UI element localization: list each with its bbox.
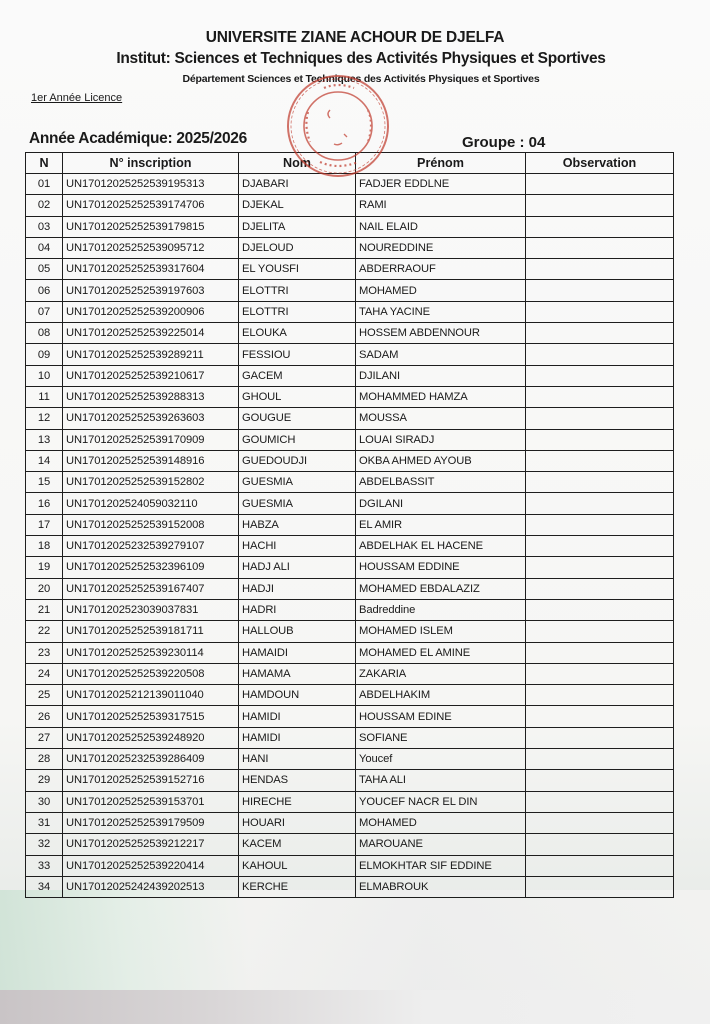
cell-prenom: ABDELBASSIT	[356, 472, 526, 493]
cell-inscription: UN17012025252539170909	[63, 429, 239, 450]
cell-number: 24	[26, 663, 63, 684]
cell-nom: HADJI	[239, 578, 356, 599]
cell-number: 10	[26, 365, 63, 386]
table-row	[26, 472, 674, 493]
cell-observation	[526, 685, 674, 706]
cell-observation	[526, 876, 674, 897]
cell-observation	[526, 386, 674, 407]
cell-observation	[526, 280, 674, 301]
cell-number: 26	[26, 706, 63, 727]
cell-number: 17	[26, 514, 63, 535]
cell-prenom: TAHA ALI	[356, 770, 526, 791]
university-title: UNIVERSITE ZIANE ACHOUR DE DJELFA	[205, 29, 505, 46]
institute-title: Institut: Sciences et Techniques des Activités Physiques et Sportives	[116, 50, 606, 67]
cell-inscription: UN17012025242439202513	[63, 876, 239, 897]
cell-prenom: SADAM	[356, 344, 526, 365]
cell-inscription: UN17012025252539317515	[63, 706, 239, 727]
table-row	[26, 450, 674, 471]
cell-observation	[526, 642, 674, 663]
cell-nom: ELOTTRI	[239, 301, 356, 322]
cell-observation	[526, 557, 674, 578]
cell-nom: HAMDOUN	[239, 685, 356, 706]
cell-inscription: UN17012025252539288313	[63, 386, 239, 407]
cell-observation	[526, 791, 674, 812]
cell-prenom: DGILANI	[356, 493, 526, 514]
cell-prenom: MOHAMED	[356, 812, 526, 833]
cell-prenom: MOUSSA	[356, 408, 526, 429]
cell-prenom: SOFIANE	[356, 727, 526, 748]
cell-nom: HANI	[239, 749, 356, 770]
cell-nom: ELOUKA	[239, 323, 356, 344]
table-row	[26, 791, 674, 812]
cell-observation	[526, 578, 674, 599]
cell-number: 08	[26, 323, 63, 344]
cell-prenom: DJILANI	[356, 365, 526, 386]
cell-inscription: UN17012025252539263603	[63, 408, 239, 429]
cell-prenom: NOUREDDINE	[356, 237, 526, 258]
cell-prenom: FADJER EDDLNE	[356, 174, 526, 195]
cell-nom: KAHOUL	[239, 855, 356, 876]
cell-observation	[526, 599, 674, 620]
col-header-inscription: N° inscription	[63, 153, 239, 174]
table-row	[26, 599, 674, 620]
cell-prenom: ABDELHAKIM	[356, 685, 526, 706]
background-edge	[0, 990, 710, 1024]
table-row	[26, 301, 674, 322]
cell-inscription: UN1701202524059032110	[63, 493, 239, 514]
cell-number: 09	[26, 344, 63, 365]
cell-nom: KERCHE	[239, 876, 356, 897]
table-row	[26, 557, 674, 578]
col-header-nom: Nom	[239, 153, 356, 174]
cell-inscription: UN17012025252539210617	[63, 365, 239, 386]
cell-inscription: UN17012025252539225014	[63, 323, 239, 344]
cell-inscription: UN17012025252539220508	[63, 663, 239, 684]
cell-prenom: NAIL ELAID	[356, 216, 526, 237]
cell-number: 13	[26, 429, 63, 450]
cell-inscription: UN17012025252539200906	[63, 301, 239, 322]
cell-inscription: UN17012025252539167407	[63, 578, 239, 599]
cell-inscription: UN17012025252539148916	[63, 450, 239, 471]
cell-inscription: UN17012025252539152802	[63, 472, 239, 493]
cell-number: 12	[26, 408, 63, 429]
cell-nom: KACEM	[239, 834, 356, 855]
table-row	[26, 621, 674, 642]
cell-nom: GOUGUE	[239, 408, 356, 429]
cell-number: 01	[26, 174, 63, 195]
table-row	[26, 706, 674, 727]
col-header-prenom: Prénom	[356, 153, 526, 174]
cell-number: 33	[26, 855, 63, 876]
cell-nom: GOUMICH	[239, 429, 356, 450]
cell-nom: HADJ ALI	[239, 557, 356, 578]
cell-number: 34	[26, 876, 63, 897]
cell-nom: DJELITA	[239, 216, 356, 237]
table-row	[26, 685, 674, 706]
cell-prenom: HOUSSAM EDINE	[356, 706, 526, 727]
cell-observation	[526, 450, 674, 471]
table-row	[26, 514, 674, 535]
cell-nom: GUEDOUDJI	[239, 450, 356, 471]
cell-observation	[526, 365, 674, 386]
group-label: Groupe : 04	[462, 134, 546, 151]
table-row	[26, 749, 674, 770]
cell-prenom: LOUAI SIRADJ	[356, 429, 526, 450]
cell-observation	[526, 855, 674, 876]
cell-observation	[526, 429, 674, 450]
cell-prenom: MOHAMMED HAMZA	[356, 386, 526, 407]
cell-number: 14	[26, 450, 63, 471]
cell-nom: HOUARI	[239, 812, 356, 833]
cell-inscription: UN17012025252539153701	[63, 791, 239, 812]
cell-prenom: EL AMIR	[356, 514, 526, 535]
table-row	[26, 429, 674, 450]
cell-inscription: UN17012025252539179509	[63, 812, 239, 833]
table-row	[26, 408, 674, 429]
cell-inscription: UN17012025252539212217	[63, 834, 239, 855]
cell-inscription: UN17012025252539317604	[63, 259, 239, 280]
table-row	[26, 280, 674, 301]
cell-nom: GHOUL	[239, 386, 356, 407]
cell-nom: HAMIDI	[239, 727, 356, 748]
cell-prenom: RAMI	[356, 195, 526, 216]
cell-nom: HADRI	[239, 599, 356, 620]
cell-number: 22	[26, 621, 63, 642]
cell-observation	[526, 834, 674, 855]
cell-number: 31	[26, 812, 63, 833]
cell-observation	[526, 770, 674, 791]
table-row	[26, 834, 674, 855]
cell-inscription: UN17012025252539181711	[63, 621, 239, 642]
cell-observation	[526, 344, 674, 365]
cell-nom: DJEKAL	[239, 195, 356, 216]
table-row	[26, 663, 674, 684]
cell-prenom: MOHAMED EBDALAZIZ	[356, 578, 526, 599]
cell-observation	[526, 663, 674, 684]
cell-inscription: UN17012025252539095712	[63, 237, 239, 258]
cell-prenom: MAROUANE	[356, 834, 526, 855]
cell-inscription: UN17012025252539152716	[63, 770, 239, 791]
table-row	[26, 365, 674, 386]
cell-nom: GACEM	[239, 365, 356, 386]
cell-nom: HALLOUB	[239, 621, 356, 642]
cell-nom: HIRECHE	[239, 791, 356, 812]
table-row	[26, 386, 674, 407]
cell-observation	[526, 749, 674, 770]
cell-observation	[526, 727, 674, 748]
cell-nom: DJABARI	[239, 174, 356, 195]
cell-observation	[526, 493, 674, 514]
cell-number: 15	[26, 472, 63, 493]
cell-inscription: UN17012025252539179815	[63, 216, 239, 237]
cell-number: 23	[26, 642, 63, 663]
cell-observation	[526, 301, 674, 322]
department-title: Département Sciences et Techniques des Activités Physiques et Sportives	[182, 73, 540, 85]
cell-number: 25	[26, 685, 63, 706]
cell-prenom: ZAKARIA	[356, 663, 526, 684]
table-row	[26, 259, 674, 280]
table-row	[26, 642, 674, 663]
cell-observation	[526, 514, 674, 535]
cell-observation	[526, 536, 674, 557]
cell-observation	[526, 195, 674, 216]
cell-number: 11	[26, 386, 63, 407]
cell-nom: HENDAS	[239, 770, 356, 791]
cell-number: 07	[26, 301, 63, 322]
table-row	[26, 855, 674, 876]
cell-inscription: UN17012025252539197603	[63, 280, 239, 301]
table-row	[26, 237, 674, 258]
cell-number: 04	[26, 237, 63, 258]
cell-prenom: ELMOKHTAR SIF EDDINE	[356, 855, 526, 876]
cell-inscription: UN17012025252539152008	[63, 514, 239, 535]
cell-inscription: UN17012025232539286409	[63, 749, 239, 770]
cell-prenom: ELMABROUK	[356, 876, 526, 897]
cell-prenom: HOUSSAM EDDINE	[356, 557, 526, 578]
cell-number: 16	[26, 493, 63, 514]
table-row	[26, 578, 674, 599]
cell-nom: HAMIDI	[239, 706, 356, 727]
cell-number: 28	[26, 749, 63, 770]
table-row	[26, 770, 674, 791]
cell-inscription: UN17012025252539220414	[63, 855, 239, 876]
table-row	[26, 493, 674, 514]
cell-inscription: UN17012025252539174706	[63, 195, 239, 216]
cell-prenom: Youcef	[356, 749, 526, 770]
table-row	[26, 174, 674, 195]
cell-nom: ELOTTRI	[239, 280, 356, 301]
table-row	[26, 876, 674, 897]
col-header-n: N	[26, 153, 63, 174]
table-row	[26, 536, 674, 557]
cell-inscription: UN17012025252539289211	[63, 344, 239, 365]
cell-number: 21	[26, 599, 63, 620]
cell-observation	[526, 237, 674, 258]
cell-nom: HAMAIDI	[239, 642, 356, 663]
cell-prenom: HOSSEM ABDENNOUR	[356, 323, 526, 344]
cell-number: 27	[26, 727, 63, 748]
table-row	[26, 344, 674, 365]
cell-nom: GUESMIA	[239, 493, 356, 514]
cell-nom: DJELOUD	[239, 237, 356, 258]
cell-observation	[526, 472, 674, 493]
cell-observation	[526, 323, 674, 344]
cell-observation	[526, 216, 674, 237]
cell-inscription: UN17012025232539279107	[63, 536, 239, 557]
cell-prenom: MOHAMED ISLEM	[356, 621, 526, 642]
cell-inscription: UN17012025252532396109	[63, 557, 239, 578]
cell-number: 05	[26, 259, 63, 280]
student-table	[25, 152, 674, 898]
cell-nom: GUESMIA	[239, 472, 356, 493]
cell-nom: HACHI	[239, 536, 356, 557]
cell-observation	[526, 408, 674, 429]
cell-observation	[526, 174, 674, 195]
cell-prenom: Badreddine	[356, 599, 526, 620]
cell-number: 29	[26, 770, 63, 791]
cell-inscription: UN17012025252539230114	[63, 642, 239, 663]
table-row	[26, 812, 674, 833]
col-header-observation: Observation	[526, 153, 674, 174]
cell-prenom: ABDELHAK EL HACENE	[356, 536, 526, 557]
table-header-row	[26, 153, 674, 174]
cell-prenom: YOUCEF NACR EL DIN	[356, 791, 526, 812]
table-row	[26, 727, 674, 748]
table-row	[26, 323, 674, 344]
cell-number: 20	[26, 578, 63, 599]
cell-number: 06	[26, 280, 63, 301]
cell-observation	[526, 259, 674, 280]
cell-number: 32	[26, 834, 63, 855]
table-row	[26, 195, 674, 216]
cell-prenom: MOHAMED	[356, 280, 526, 301]
cell-inscription: UN17012025252539195313	[63, 174, 239, 195]
cell-inscription: UN17012025252539248920	[63, 727, 239, 748]
cell-prenom: TAHA YACINE	[356, 301, 526, 322]
cell-nom: FESSIOU	[239, 344, 356, 365]
study-level: 1er Année Licence	[31, 92, 123, 104]
cell-number: 30	[26, 791, 63, 812]
cell-prenom: OKBA AHMED AYOUB	[356, 450, 526, 471]
cell-nom: HAMAMA	[239, 663, 356, 684]
cell-observation	[526, 706, 674, 727]
academic-year: Année Académique: 2025/2026	[29, 130, 247, 147]
cell-nom: EL YOUSFI	[239, 259, 356, 280]
table-row	[26, 216, 674, 237]
cell-observation	[526, 812, 674, 833]
cell-number: 18	[26, 536, 63, 557]
cell-prenom: MOHAMED EL AMINE	[356, 642, 526, 663]
cell-observation	[526, 621, 674, 642]
cell-number: 03	[26, 216, 63, 237]
cell-inscription: UN1701202523039037831	[63, 599, 239, 620]
cell-prenom: ABDERRAOUF	[356, 259, 526, 280]
cell-nom: HABZA	[239, 514, 356, 535]
cell-number: 19	[26, 557, 63, 578]
cell-number: 02	[26, 195, 63, 216]
cell-inscription: UN17012025212139011040	[63, 685, 239, 706]
